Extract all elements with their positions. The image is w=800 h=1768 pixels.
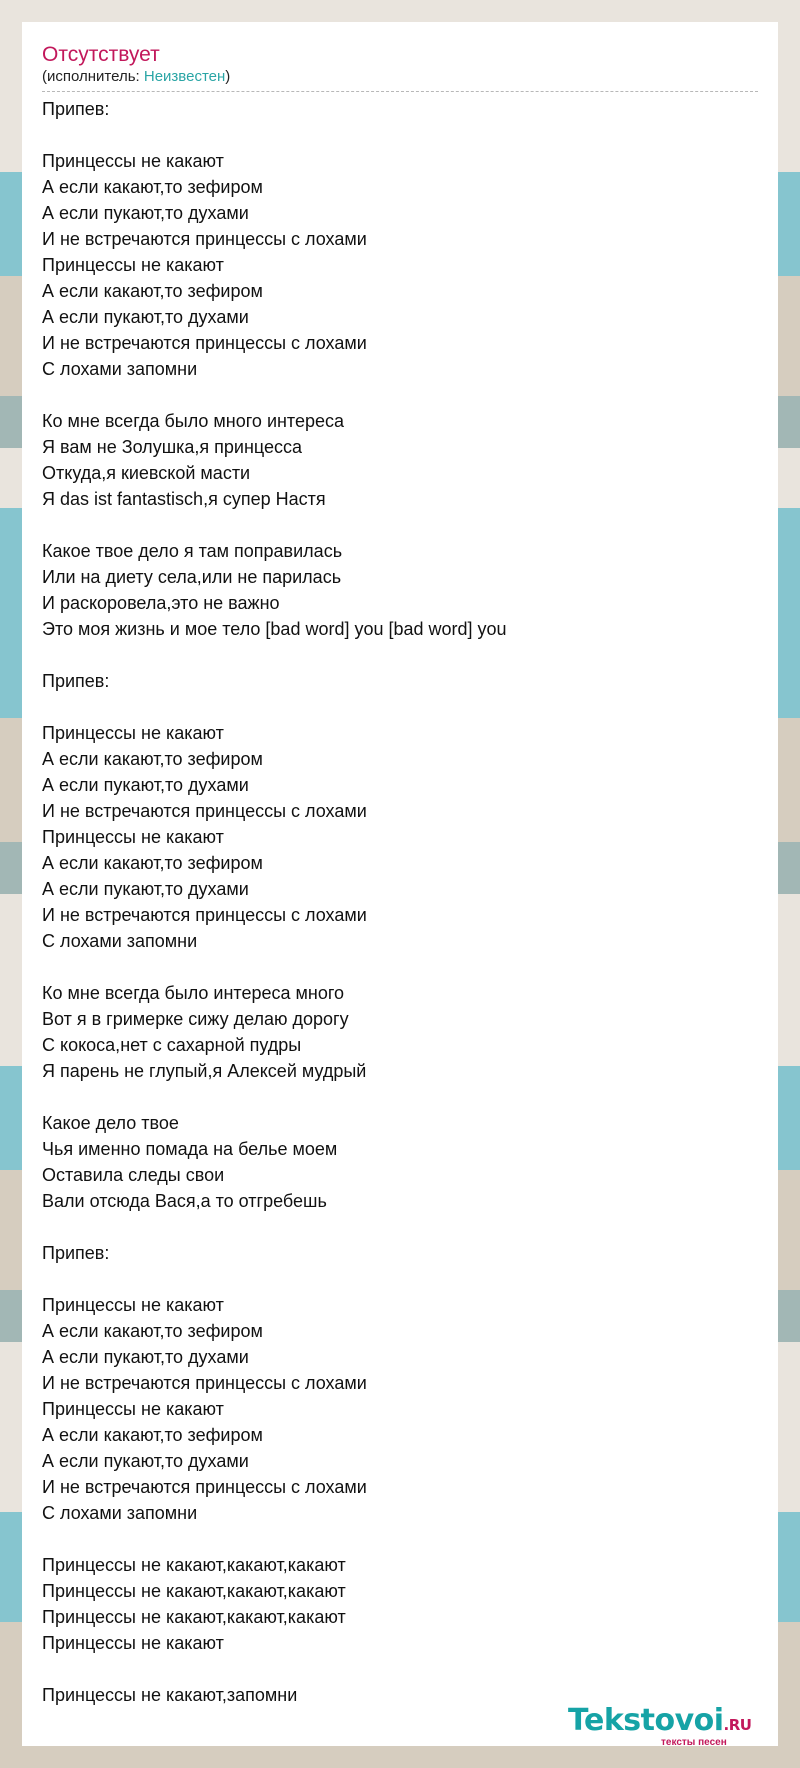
lyric-blank-line — [42, 1656, 758, 1682]
lyric-line: Какое дело твое — [42, 1113, 179, 1133]
lyric-blank-line — [42, 512, 758, 538]
logo-tagline: тексты песен — [661, 1737, 727, 1748]
lyric-line: Принцессы не какают — [42, 723, 224, 743]
lyric-line: А если какают,то зефиром — [42, 1321, 263, 1341]
lyric-blank-line — [42, 122, 758, 148]
lyric-line: С лохами запомни — [42, 1503, 198, 1523]
song-title: Отсутствует — [42, 43, 160, 66]
lyric-line: И раскоровела,это не важно — [42, 593, 280, 613]
lyric-line: Припев: — [42, 671, 110, 691]
lyric-line: Припев: — [42, 1243, 110, 1263]
lyric-line: Принцессы не какают — [42, 1295, 224, 1315]
lyric-blank-line — [42, 382, 758, 408]
lyric-blank-line — [42, 1526, 758, 1552]
lyric-line: И не встречаются принцессы с лохами — [42, 1477, 367, 1497]
lyric-line: Принцессы не какают — [42, 1633, 224, 1653]
lyric-line: А если какают,то зефиром — [42, 749, 263, 769]
lyric-line: Принцессы не какают — [42, 1399, 224, 1419]
lyric-line: И не встречаются принцессы с лохами — [42, 1373, 367, 1393]
lyric-line: А если какают,то зефиром — [42, 281, 263, 301]
logo-main-text: Tekstovoi — [568, 1703, 724, 1738]
lyric-line: И не встречаются принцессы с лохами — [42, 905, 367, 925]
lyric-line: Вали отсюда Вася,а то отгребешь — [42, 1191, 327, 1211]
lyric-blank-line — [42, 694, 758, 720]
lyrics-panel — [22, 22, 778, 1746]
lyric-line: А если пукают,то духами — [42, 775, 249, 795]
lyric-line: Чья именно помада на белье моем — [42, 1139, 338, 1159]
lyric-line: Принцессы не какают,какают,какают — [42, 1607, 346, 1627]
lyrics-text — [42, 96, 758, 1708]
lyric-line: А если какают,то зефиром — [42, 1425, 263, 1445]
site-logo[interactable] — [568, 1704, 778, 1748]
lyric-line: И не встречаются принцессы с лохами — [42, 333, 367, 353]
lyric-line: Какое твое дело я там поправилась — [42, 541, 343, 561]
lyric-line: Припев: — [42, 99, 110, 119]
lyric-line: Оставила следы свои — [42, 1165, 225, 1185]
lyric-line: А если пукают,то духами — [42, 307, 249, 327]
lyric-line: Я das ist fantastisch,я супер Настя — [42, 489, 326, 509]
lyric-line: Вот я в гримерке сижу делаю дорогу — [42, 1009, 349, 1029]
lyric-line: Я парень не глупый,я Алексей мудрый — [42, 1061, 367, 1081]
lyric-line: А если пукают,то духами — [42, 879, 249, 899]
lyric-line: Это моя жизнь и мое тело [bad word] you [bad word] you — [42, 619, 507, 639]
lyric-line: Откуда,я киевской масти — [42, 463, 251, 483]
lyric-line: Я вам не Золушка,я принцесса — [42, 437, 303, 457]
lyric-line: А если пукают,то духами — [42, 1451, 249, 1471]
lyric-blank-line — [42, 1266, 758, 1292]
artist-prefix: (исполнитель: — [42, 68, 144, 85]
artist-line — [42, 68, 758, 86]
lyric-line: Принцессы не какают — [42, 827, 224, 847]
lyric-line: Ко мне всегда было интереса много — [42, 983, 345, 1003]
lyric-line: А если какают,то зефиром — [42, 853, 263, 873]
lyric-blank-line — [42, 1214, 758, 1240]
lyric-line: Ко мне всегда было много интереса — [42, 411, 345, 431]
lyric-line: С кокоса,нет с сахарной пудры — [42, 1035, 302, 1055]
lyric-line: Принцессы не какают,запомни — [42, 1685, 298, 1705]
lyric-line: С лохами запомни — [42, 931, 198, 951]
lyric-line: Принцессы не какают,какают,какают — [42, 1581, 346, 1601]
artist-suffix: ) — [225, 68, 231, 85]
lyric-line: А если пукают,то духами — [42, 203, 249, 223]
lyric-line: А если какают,то зефиром — [42, 177, 263, 197]
logo-tld: .RU — [723, 1716, 752, 1734]
lyric-line: И не встречаются принцессы с лохами — [42, 801, 367, 821]
lyric-line: Принцессы не какают — [42, 255, 224, 275]
title-divider — [42, 91, 758, 92]
lyric-line: Принцессы не какают — [42, 151, 224, 171]
lyric-line: И не встречаются принцессы с лохами — [42, 229, 367, 249]
lyric-line: А если пукают,то духами — [42, 1347, 249, 1367]
lyric-blank-line — [42, 642, 758, 668]
artist-link[interactable]: Неизвестен — [143, 68, 226, 85]
lyric-line: Или на диету села,или не парилась — [42, 567, 342, 587]
lyric-line: Принцессы не какают,какают,какают — [42, 1555, 346, 1575]
lyric-blank-line — [42, 1084, 758, 1110]
lyric-line: С лохами запомни — [42, 359, 198, 379]
lyric-blank-line — [42, 954, 758, 980]
